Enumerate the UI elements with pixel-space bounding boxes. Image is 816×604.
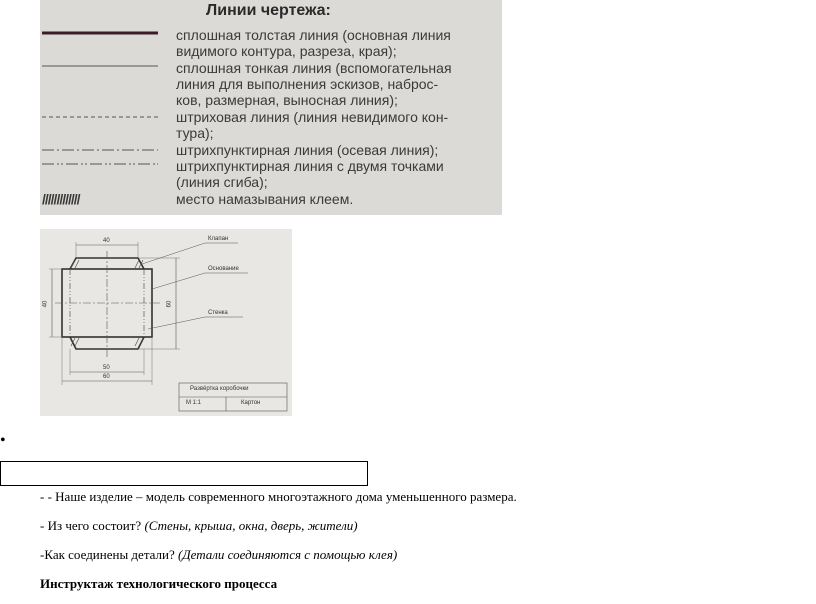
legend-text-line: сплошная толстая линия (основная линия xyxy=(176,27,451,43)
answer-text: (Детали соединяются с помощью клея) xyxy=(178,547,398,562)
title-block-title: Развёртка коробочки xyxy=(190,386,249,392)
base-label: Основание xyxy=(208,266,239,272)
question-text: -Как соединены детали? xyxy=(40,547,179,562)
extension-lines xyxy=(49,242,180,385)
dimension-left: 40 xyxy=(42,300,49,308)
paragraph-product-description: - - Наше изделие – модель современного многоэтажного дома уменьшенного размера. xyxy=(40,489,517,504)
glue-hatch-symbol: ///////////// xyxy=(42,191,80,207)
question-text: - Из чего состоит? xyxy=(40,518,145,533)
empty-frame-box xyxy=(0,461,368,486)
title-block-material: Картон xyxy=(241,400,261,406)
list-bullet: • xyxy=(0,432,6,449)
legend-text-line: штрихпунктирная линия (осевая линия); xyxy=(176,142,439,158)
dimension-bottom-inner: 50 xyxy=(103,365,110,371)
drawing-lines-legend-image xyxy=(40,0,502,215)
paragraph-joining-question xyxy=(40,547,397,563)
dimension-bottom-outer: 60 xyxy=(103,374,110,380)
legend-text-line: видимого контура, разреза, края); xyxy=(176,43,397,59)
legend-text-line: (линия сгиба); xyxy=(176,174,268,190)
wall-label: Стенка xyxy=(208,310,228,316)
box-unfolding-svg xyxy=(40,229,292,416)
answer-text: (Стены, крыша, окна, дверь, жители) xyxy=(144,518,358,533)
legend-text-line: ков, размерная, выносная линия); xyxy=(176,92,398,108)
legend-title: Линии чертежа: xyxy=(206,2,331,19)
legend-text-line: линия для выполнения эскизов, наброс- xyxy=(176,76,439,92)
paragraph-components-question xyxy=(40,518,358,534)
legend-text-line: штриховая линия (линия невидимого кон- xyxy=(176,109,449,125)
dimension-top: 40 xyxy=(103,238,110,244)
legend-text-line: тура); xyxy=(176,125,214,141)
leader-lines xyxy=(142,243,248,329)
title-block-scale: М 1:1 xyxy=(186,400,202,406)
legend-text-line: место намазывания клеем. xyxy=(176,191,354,207)
box-unfolding-drawing-image xyxy=(40,229,292,416)
legend-text-line: сплошная тонкая линия (вспомогательная xyxy=(176,60,452,76)
section-heading: Инструктаж технологического процесса xyxy=(40,576,278,591)
legend-text-line: штрихпунктирная линия с двумя точками xyxy=(176,158,444,174)
flap-label: Клапан xyxy=(208,236,229,242)
dimension-right: 60 xyxy=(166,300,173,308)
